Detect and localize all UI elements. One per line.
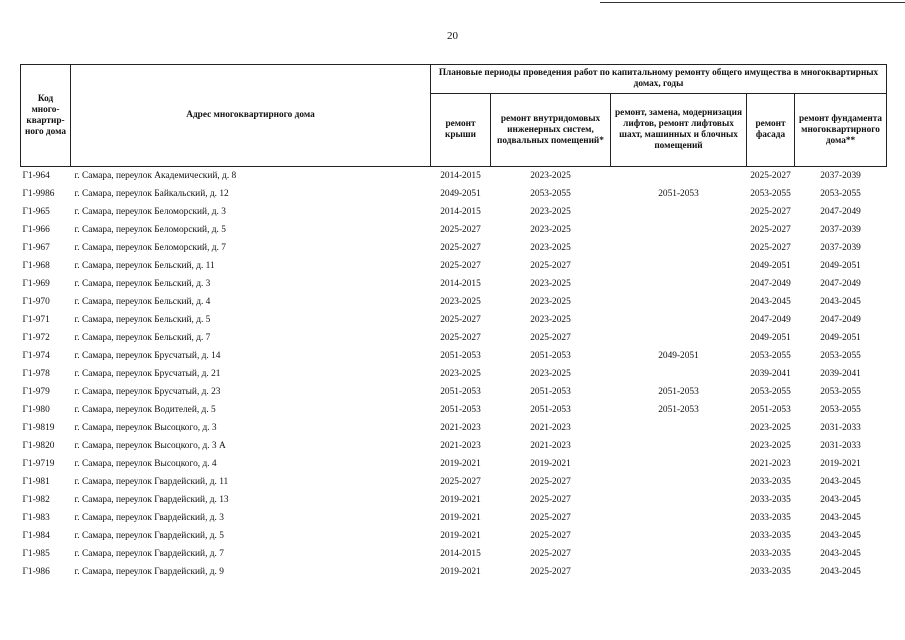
- cell-elevators: [611, 311, 747, 329]
- cell-facade: 2023-2025: [750, 423, 791, 433]
- cell-address: г. Самара, переулок Гвардейский, д. 5: [74, 531, 224, 541]
- cell-facade: 2025-2027: [750, 207, 791, 217]
- cell-elevators: [611, 491, 747, 509]
- cell-foundation: 2047-2049: [820, 207, 861, 217]
- cell-elevators: [611, 221, 747, 239]
- cell-foundation: 2053-2055: [820, 387, 861, 397]
- cell-foundation: 2037-2039: [820, 171, 861, 181]
- table-row: [21, 563, 887, 581]
- cell-elevators: [611, 167, 747, 186]
- cell-elevators: 2051-2053: [658, 189, 699, 199]
- cell-engineering: 2025-2027: [530, 549, 571, 559]
- cell-code: Г1-971: [22, 315, 50, 325]
- table-row: [21, 455, 887, 473]
- cell-elevators: [611, 203, 747, 221]
- cell-roof: 2051-2053: [440, 351, 481, 361]
- cell-elevators: [611, 419, 747, 437]
- cell-roof: 2023-2025: [440, 297, 481, 307]
- cell-engineering: 2023-2025: [530, 297, 571, 307]
- table-row: [21, 347, 887, 365]
- cell-code: Г1-972: [22, 333, 50, 343]
- cell-foundation: 2043-2045: [820, 567, 861, 577]
- table-row: [21, 365, 887, 383]
- cell-roof: 2021-2023: [440, 423, 481, 433]
- cell-facade: 2033-2035: [750, 477, 791, 487]
- cell-roof: 2025-2027: [440, 225, 481, 235]
- table-row: [21, 401, 887, 419]
- table-row: [21, 509, 887, 527]
- cell-roof: 2014-2015: [440, 171, 481, 181]
- cell-code: Г1-978: [22, 369, 50, 379]
- cell-engineering: 2025-2027: [530, 261, 571, 271]
- cell-roof: 2014-2015: [440, 207, 481, 217]
- cell-elevators: [611, 437, 747, 455]
- cell-elevators: [611, 329, 747, 347]
- cell-engineering: 2021-2023: [530, 441, 571, 451]
- cell-roof: 2051-2053: [440, 387, 481, 397]
- cell-code: Г1-969: [22, 279, 50, 289]
- cell-address: г. Самара, переулок Бельский, д. 5: [74, 315, 211, 325]
- cell-engineering: 2025-2027: [530, 477, 571, 487]
- header-foundation: ремонт фундамента многоквартирного дома**: [795, 94, 887, 167]
- cell-code: Г1-974: [22, 351, 50, 361]
- cell-elevators: [611, 239, 747, 257]
- cell-address: г. Самара, переулок Гвардейский, д. 3: [74, 513, 224, 523]
- cell-address: г. Самара, переулок Гвардейский, д. 7: [74, 549, 224, 559]
- table-row: [21, 311, 887, 329]
- cell-address: г. Самара, переулок Высоцкого, д. 3: [74, 423, 217, 433]
- cell-code: Г1-9819: [22, 423, 55, 433]
- cell-engineering: 2025-2027: [530, 495, 571, 505]
- table-row: [21, 167, 887, 186]
- table-row: [21, 545, 887, 563]
- cell-foundation: 2047-2049: [820, 315, 861, 325]
- cell-facade: 2043-2045: [750, 297, 791, 307]
- cell-roof: 2049-2051: [440, 189, 481, 199]
- cell-roof: 2019-2021: [440, 495, 481, 505]
- page-number: 20: [447, 30, 458, 42]
- cell-address: г. Самара, переулок Бельский, д. 11: [74, 261, 215, 271]
- cell-foundation: 2037-2039: [820, 225, 861, 235]
- cell-address: г. Самара, переулок Академический, д. 8: [74, 171, 237, 181]
- cell-roof: 2014-2015: [440, 279, 481, 289]
- cell-elevators: [611, 545, 747, 563]
- cell-elevators: [611, 509, 747, 527]
- table-row: [21, 527, 887, 545]
- cell-engineering: 2051-2053: [530, 351, 571, 361]
- table-row: [21, 383, 887, 401]
- cell-elevators: [611, 473, 747, 491]
- cell-address: г. Самара, переулок Гвардейский, д. 9: [74, 567, 224, 577]
- table-row: [21, 473, 887, 491]
- cell-foundation: 2049-2051: [820, 333, 861, 343]
- cell-facade: 2033-2035: [750, 513, 791, 523]
- cell-address: г. Самара, переулок Байкальский, д. 12: [74, 189, 229, 199]
- cell-facade: 2025-2027: [750, 171, 791, 181]
- cell-code: Г1-964: [22, 171, 50, 181]
- cell-facade: 2025-2027: [750, 243, 791, 253]
- cell-engineering: 2051-2053: [530, 387, 571, 397]
- cell-elevators: [611, 527, 747, 545]
- cell-facade: 2025-2027: [750, 225, 791, 235]
- cell-address: г. Самара, переулок Высоцкого, д. 4: [74, 459, 217, 469]
- cell-facade: 2023-2025: [750, 441, 791, 451]
- cell-roof: 2014-2015: [440, 549, 481, 559]
- cell-engineering: 2019-2021: [530, 459, 571, 469]
- cell-engineering: 2023-2025: [530, 243, 571, 253]
- cell-foundation: 2043-2045: [820, 513, 861, 523]
- cell-facade: 2033-2035: [750, 549, 791, 559]
- cell-code: Г1-9986: [22, 189, 55, 199]
- cell-address: г. Самара, переулок Беломорский, д. 3: [74, 207, 226, 217]
- cell-facade: 2021-2023: [750, 459, 791, 469]
- cell-roof: 2019-2021: [440, 567, 481, 577]
- cell-roof: 2025-2027: [440, 333, 481, 343]
- cell-elevators: [611, 365, 747, 383]
- cell-code: Г1-979: [22, 387, 50, 397]
- cell-code: Г1-967: [22, 243, 50, 253]
- header-roof: ремонт крыши: [431, 94, 491, 167]
- cell-facade: 2053-2055: [750, 351, 791, 361]
- cell-facade: 2053-2055: [750, 387, 791, 397]
- table-row: [21, 437, 887, 455]
- cell-engineering: 2023-2025: [530, 171, 571, 181]
- cell-facade: 2033-2035: [750, 495, 791, 505]
- cell-address: г. Самара, переулок Бельский, д. 3: [74, 279, 211, 289]
- cell-foundation: 2043-2045: [820, 531, 861, 541]
- table-row: [21, 491, 887, 509]
- cell-roof: 2025-2027: [440, 243, 481, 253]
- cell-elevators: 2051-2053: [658, 405, 699, 415]
- cell-roof: 2021-2023: [440, 441, 481, 451]
- cell-roof: 2025-2027: [440, 477, 481, 487]
- cell-foundation: 2053-2055: [820, 189, 861, 199]
- cell-foundation: 2037-2039: [820, 243, 861, 253]
- cell-facade: 2049-2051: [750, 261, 791, 271]
- cell-engineering: 2051-2053: [530, 405, 571, 415]
- cell-facade: 2047-2049: [750, 279, 791, 289]
- cell-code: Г1-983: [22, 513, 50, 523]
- cell-code: Г1-981: [22, 477, 50, 487]
- cell-engineering: 2025-2027: [530, 567, 571, 577]
- cell-elevators: [611, 275, 747, 293]
- cell-foundation: 2047-2049: [820, 279, 861, 289]
- cell-roof: 2023-2025: [440, 369, 481, 379]
- cell-foundation: 2053-2055: [820, 351, 861, 361]
- cell-foundation: 2043-2045: [820, 297, 861, 307]
- cell-engineering: 2023-2025: [530, 369, 571, 379]
- repair-schedule-table: [20, 64, 887, 581]
- cell-address: г. Самара, переулок Высоцкого, д. 3 А: [74, 441, 226, 451]
- cell-elevators: [611, 455, 747, 473]
- cell-address: г. Самара, переулок Бельский, д. 7: [74, 333, 211, 343]
- cell-code: Г1-9719: [22, 459, 55, 469]
- header-address: Адрес многоквартирного дома: [71, 65, 431, 167]
- cell-facade: 2033-2035: [750, 531, 791, 541]
- cell-address: г. Самара, переулок Брусчатый, д. 21: [74, 369, 221, 379]
- cell-elevators: 2051-2053: [658, 387, 699, 397]
- cell-address: г. Самара, переулок Гвардейский, д. 13: [74, 495, 229, 505]
- cell-elevators: [611, 563, 747, 581]
- table-row: [21, 221, 887, 239]
- cell-elevators: [611, 293, 747, 311]
- cell-roof: 2025-2027: [440, 315, 481, 325]
- cell-address: г. Самара, переулок Гвардейский, д. 11: [74, 477, 229, 487]
- cell-facade: 2033-2035: [750, 567, 791, 577]
- cell-engineering: 2023-2025: [530, 279, 571, 289]
- table-row: [21, 203, 887, 221]
- header-engineering: ремонт внутридомовых инженерных систем, подвальных помещений*: [491, 94, 611, 167]
- table-row: [21, 275, 887, 293]
- cell-foundation: 2043-2045: [820, 477, 861, 487]
- table-row: [21, 329, 887, 347]
- cell-address: г. Самара, переулок Беломорский, д. 5: [74, 225, 226, 235]
- cell-address: г. Самара, переулок Брусчатый, д. 23: [74, 387, 221, 397]
- cell-code: Г1-982: [22, 495, 50, 505]
- cell-foundation: 2043-2045: [820, 549, 861, 559]
- cell-engineering: 2023-2025: [530, 225, 571, 235]
- cell-facade: 2049-2051: [750, 333, 791, 343]
- table-body: [21, 167, 887, 582]
- cell-roof: 2051-2053: [440, 405, 481, 415]
- cell-foundation: 2031-2033: [820, 441, 861, 451]
- cell-code: Г1-9820: [22, 441, 55, 451]
- cell-facade: 2039-2041: [750, 369, 791, 379]
- cell-facade: 2047-2049: [750, 315, 791, 325]
- cell-foundation: 2053-2055: [820, 405, 861, 415]
- cell-foundation: 2039-2041: [820, 369, 861, 379]
- cell-facade: 2053-2055: [750, 189, 791, 199]
- table-row: [21, 239, 887, 257]
- cell-code: Г1-965: [22, 207, 50, 217]
- cell-code: Г1-985: [22, 549, 50, 559]
- cell-code: Г1-970: [22, 297, 50, 307]
- table-header: [21, 65, 887, 167]
- top-rule: [600, 2, 905, 3]
- cell-address: г. Самара, переулок Водителей, д. 5: [74, 405, 216, 415]
- cell-roof: 2019-2021: [440, 459, 481, 469]
- cell-facade: 2051-2053: [750, 405, 791, 415]
- cell-address: г. Самара, переулок Брусчатый, д. 14: [74, 351, 221, 361]
- cell-foundation: 2031-2033: [820, 423, 861, 433]
- cell-engineering: 2025-2027: [530, 513, 571, 523]
- cell-code: Г1-986: [22, 567, 50, 577]
- cell-roof: 2025-2027: [440, 261, 481, 271]
- cell-roof: 2019-2021: [440, 513, 481, 523]
- cell-elevators: [611, 257, 747, 275]
- cell-elevators: 2049-2051: [658, 351, 699, 361]
- cell-engineering: 2021-2023: [530, 423, 571, 433]
- cell-engineering: 2053-2055: [530, 189, 571, 199]
- header-elevators: ремонт, замена, модернизация лифтов, ремонт лифтовых шахт, машинных и блочных помещений: [611, 94, 747, 167]
- table-row: [21, 185, 887, 203]
- table-row: [21, 419, 887, 437]
- table-row: [21, 257, 887, 275]
- header-periods-group: Плановые периоды проведения работ по капитальному ремонту общего имущества в многоквартирных домах, годы: [431, 65, 887, 94]
- cell-engineering: 2023-2025: [530, 207, 571, 217]
- cell-code: Г1-966: [22, 225, 50, 235]
- cell-foundation: 2043-2045: [820, 495, 861, 505]
- cell-roof: 2019-2021: [440, 531, 481, 541]
- cell-address: г. Самара, переулок Бельский, д. 4: [74, 297, 211, 307]
- table-row: [21, 293, 887, 311]
- cell-engineering: 2025-2027: [530, 333, 571, 343]
- cell-engineering: 2023-2025: [530, 315, 571, 325]
- header-facade: ремонт фасада: [747, 94, 795, 167]
- cell-foundation: 2019-2021: [820, 459, 861, 469]
- cell-code: Г1-980: [22, 405, 50, 415]
- cell-code: Г1-984: [22, 531, 50, 541]
- header-code: Код много-квартир-ного дома: [21, 65, 71, 167]
- cell-address: г. Самара, переулок Беломорский, д. 7: [74, 243, 226, 253]
- cell-engineering: 2025-2027: [530, 531, 571, 541]
- cell-foundation: 2049-2051: [820, 261, 861, 271]
- cell-code: Г1-968: [22, 261, 50, 271]
